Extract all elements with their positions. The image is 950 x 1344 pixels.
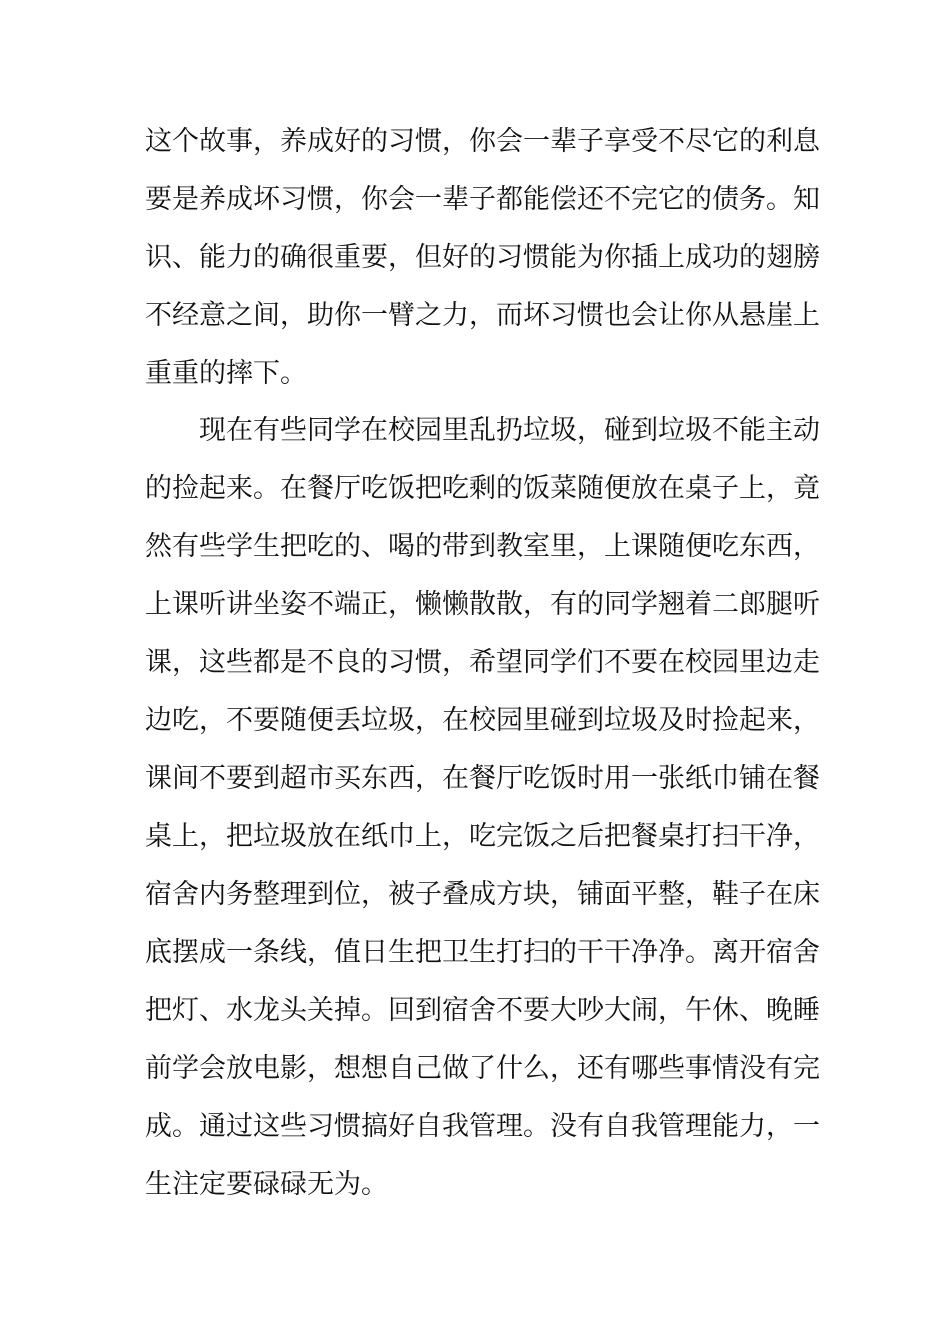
paragraph-line: 不经意之间，助你一臂之力，而坏习惯也会让你从悬崖上 (145, 300, 820, 331)
paragraph-2 (145, 402, 820, 1214)
paragraph-line: 这个故事，养成好的习惯，你会一辈子享受不尽它的利息 (145, 126, 820, 157)
paragraph-1 (145, 113, 820, 403)
paragraph-line: 课，这些都是不良的习惯，希望同学们不要在校园里边走 (145, 647, 820, 678)
paragraph-line: 识、能力的确很重要，但好的习惯能为你插上成功的翅膀 (145, 242, 820, 273)
paragraph-line: 课间不要到超市买东西，在餐厅吃饭时用一张纸巾铺在餐 (145, 763, 820, 794)
paragraph-line: 现在有些同学在校园里乱扔垃圾，碰到垃圾不能主动 (145, 415, 820, 446)
paragraph-line: 然有些学生把吃的、喝的带到教室里，上课随便吃东西， (145, 531, 820, 562)
paragraph-line: 生注定要碌碌无为。 (145, 1169, 388, 1200)
paragraph-line: 桌上，把垃圾放在纸巾上，吃完饭之后把餐桌打扫干净， (145, 821, 820, 852)
paragraph-line: 要是养成坏习惯，你会一辈子都能偿还不完它的债务。知 (145, 184, 820, 215)
paragraph-line: 上课听讲坐姿不端正，懒懒散散，有的同学翘着二郎腿听 (145, 589, 820, 620)
paragraph-line: 边吃，不要随便丢垃圾，在校园里碰到垃圾及时捡起来， (145, 705, 820, 736)
paragraph-line: 重重的摔下。 (145, 358, 307, 389)
paragraph-line: 把灯、水龙头关掉。回到宿舍不要大吵大闹，午休、晚睡 (145, 995, 820, 1026)
paragraph-line: 宿舍内务整理到位，被子叠成方块，铺面平整，鞋子在床 (145, 879, 820, 910)
paragraph-line: 底摆成一条线，值日生把卫生打扫的干干净净。离开宿舍 (145, 937, 820, 968)
paragraph-line: 成。通过这些习惯搞好自我管理。没有自我管理能力，一 (145, 1111, 820, 1142)
paragraph-line: 的捡起来。在餐厅吃饭把吃剩的饭菜随便放在桌子上，竟 (145, 473, 820, 504)
paragraph-line: 前学会放电影，想想自己做了什么，还有哪些事情没有完 (145, 1053, 820, 1084)
